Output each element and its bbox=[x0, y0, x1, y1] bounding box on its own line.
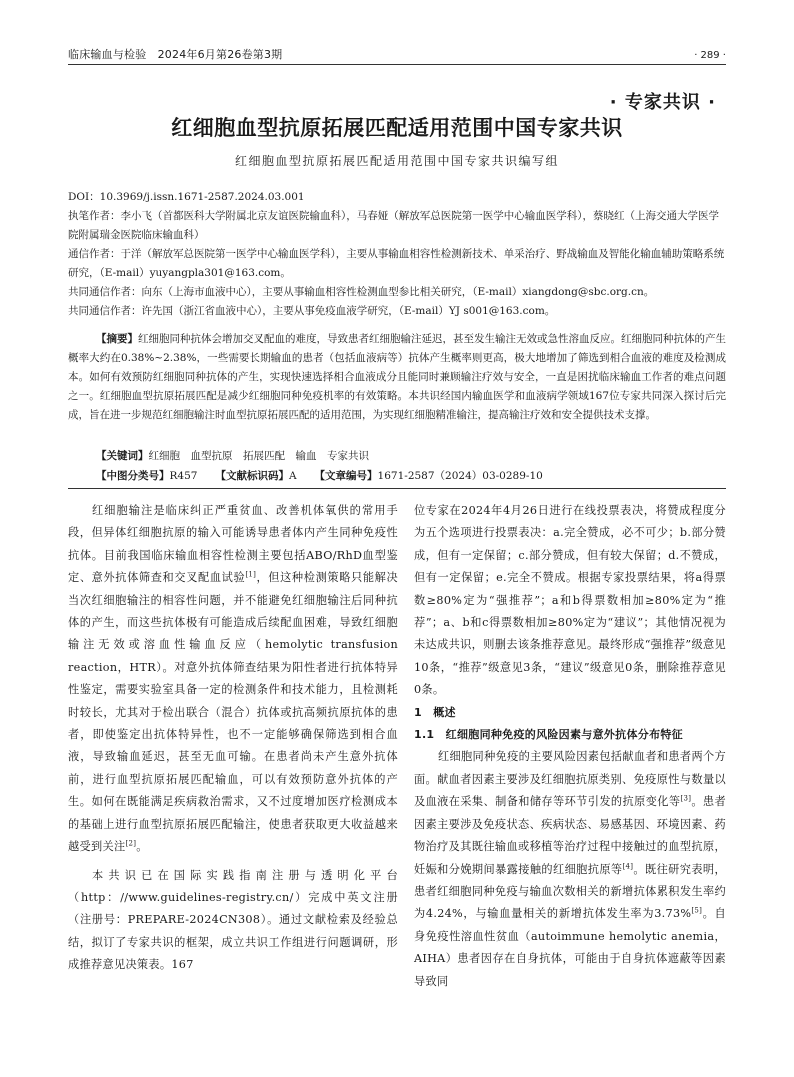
clc-value: R457 bbox=[169, 470, 198, 482]
section-tag: · 专家共识 · bbox=[609, 92, 716, 113]
abstract-rule bbox=[68, 488, 726, 489]
body-paragraph: 红细胞同种免疫的主要风险因素包括献血者和患者两个方面。献血者因素主要涉及红细胞抗原类别、免疫原性与数量以及血液在采集、制备和储存等环节引发的抗原变化等[3]。患者因素主要涉及免疫状态、疾病状态、易感基因、环境因素、药物治疗及其既往输血或移植等治疗过程中接触过的血型抗原，妊娠和分娩期间暴露接触的红细胞抗原等[4]。既往研究表明，患者红细胞同种免疫与输血次数相关的新增抗体累积发生率约为4.24%，与输血量相关的新增抗体发生率为3.73%[5]。自身免疫性溶血性贫血（autoimmune hemolytic anemia，AIHA）患者因存在自身抗体，可能由于自身抗体遮蔽等因素导致同 bbox=[414, 750, 726, 988]
abstract bbox=[68, 330, 726, 425]
running-head bbox=[68, 46, 726, 64]
body-paragraph: 本共识已在国际实践指南注册与透明化平台（http：//www.guidelines-registry.cn/）完成中英文注册（注册号：PREPARE-2024CN308）。通过文献检索及经验总结，拟订了专家共识的框架，成立共识工作组进行问题调研，形成推荐意见决策表。167 bbox=[68, 868, 398, 972]
clc-label: 【中图分类号】 bbox=[96, 470, 170, 482]
citation[interactable]: [2] bbox=[125, 839, 137, 848]
body-column-right bbox=[414, 500, 726, 993]
body-paragraph: 红细胞输注是临床纠正严重贫血、改善机体氧供的常用手段，但异体红细胞抗原的输入可能诱导患者体内产生同种免疫性抗体。目前我国临床输血相容性检测主要包括ABO/RhD血型鉴定、意外抗体筛查和交叉配血试验[1]，但这种检测策略只能解决当次红细胞输注的相容性问题，并不能避免红细胞输注后同种抗体的产生，而这些抗体极有可能造成后续配血困难，导致红细胞输注无效或溶血性输血反应（hemolytic transfusion reaction，HTR）。对意外抗体筛查结果为阳性者进行抗体特异性鉴定，需要实验室具备一定的检测条件和技术能力，且检测耗时较长，尤其对于检出联合（混合）抗体或抗高频抗原抗体的患者，即使鉴定出抗体特异性，也不一定能够确保筛选到相合血液，导致输血延迟，甚至无血可输。在患者尚未产生意外抗体前，进行血型抗原拓展匹配输血，可以有效预防意外抗体的产生。如何在既能满足疾病救治需求，又不过度增加医疗检测成本的基础上进行血型抗原拓展匹配输注，使患者获取更大收益越来越受到关注[2]。 bbox=[68, 504, 398, 854]
classification-line bbox=[96, 468, 726, 483]
citation[interactable]: [4] bbox=[622, 861, 634, 870]
co-corresponding-author-2: 共同通信作者：许先国（浙江省血液中心），主要从事免疫血液学研究，（E-mail）YJ s001@163.com。 bbox=[68, 305, 556, 317]
article-number-label: 【文章编号】 bbox=[314, 470, 378, 482]
doc-code-label: 【文献标识码】 bbox=[215, 470, 289, 482]
co-corresponding-author-1: 共同通信作者：向东（上海市血液中心），主要从事输血相容性检测血型参比相关研究，（E-mail）xiangdong@sbc.org.cn。 bbox=[68, 286, 655, 298]
keywords bbox=[96, 448, 726, 463]
corresponding-author: 通信作者：于洋（解放军总医院第一医学中心输血医学科），主要从事输血相容性检测新技术、单采治疗、野战输血及智能化输血辅助策略系统研究，（E-mail）yuyangpla301@163.com。 bbox=[68, 248, 725, 279]
page-number: · 289 · bbox=[694, 50, 726, 61]
section-heading: 1 概述 bbox=[414, 705, 456, 719]
header-rule bbox=[68, 64, 726, 65]
article-meta bbox=[68, 188, 726, 321]
article-title: 红细胞血型抗原拓展匹配适用范围中国专家共识 bbox=[171, 116, 623, 140]
keywords-text: 红细胞 血型抗原 拓展匹配 输血 专家共识 bbox=[148, 450, 369, 462]
abstract-label: 【摘要】 bbox=[96, 333, 138, 345]
citation[interactable]: [3] bbox=[680, 794, 692, 803]
citation[interactable]: [1] bbox=[245, 570, 257, 579]
writing-authors: 执笔作者：李小飞（首都医科大学附属北京友谊医院输血科），马春娅（解放军总医院第一医学中心输血医学科），蔡晓红（上海交通大学医学院附属瑞金医院临床输血科） bbox=[68, 210, 719, 241]
journal-name: 临床输血与检验 2024年6月第26卷第3期 bbox=[68, 48, 283, 61]
subsection-heading: 1.1 红细胞同种免疫的风险因素与意外抗体分布特征 bbox=[414, 728, 683, 742]
abstract-text: 红细胞同种抗体会增加交叉配血的难度，导致患者红细胞输注延迟，甚至发生输注无效或急性溶血反应。红细胞同种抗体的产生概率大约在0.38%~2.38%，一些需要长期输血的患者（包括血液病等）抗体产生概率则更高，极大地增加了筛选到相合血液的难度及检测成本。如何有效预防红细胞同种抗体的产生，实现快速选择相合血液成分且能同时兼顾输注疗效与安全，一直是困扰临床输血工作者的难点问题之一。红细胞血型抗原拓展匹配是减少红细胞同种免疫机率的有效策略。本共识经国内输血医学和血液病学领域167位专家共同深入探讨后完成，旨在进一步规范红细胞输注时血型抗原拓展匹配的适用范围，为实现红细胞精准输注，提高输注疗效和安全提供技术支撑。 bbox=[68, 333, 726, 421]
citation[interactable]: [5] bbox=[691, 906, 703, 915]
keywords-label: 【关键词】 bbox=[96, 450, 149, 462]
doi[interactable]: DOI：10.3969/j.issn.1671-2587.2024.03.001 bbox=[68, 191, 305, 203]
doc-code-value: A bbox=[288, 470, 297, 482]
article-number-value: 1671-2587（2024）03-0289-10 bbox=[377, 470, 543, 482]
author-group: 红细胞血型抗原拓展匹配适用范围中国专家共识编写组 bbox=[234, 154, 559, 168]
body-paragraph: 位专家在2024年4月26日进行在线投票表决，将赞成程度分为五个选项进行投票表决：a.完全赞成，必不可少；b.部分赞成，但有一定保留；c.部分赞成，但有较大保留；d.不赞成，但有一定保留；e.完全不赞成。根据专家投票结果，将a得票数≥80%定为“强推荐”；a和b得票数相加≥80%定为“推荐”；a、b和c得票数相加≥80%定为“建议”；其他情况视为未达成共识，则删去该条推荐意见。最终形成“强推荐”级意见10条，“推荐”级意见3条，“建议”级意见0条，删除推荐意见0条。 bbox=[414, 504, 726, 697]
body-column-left bbox=[68, 500, 398, 977]
